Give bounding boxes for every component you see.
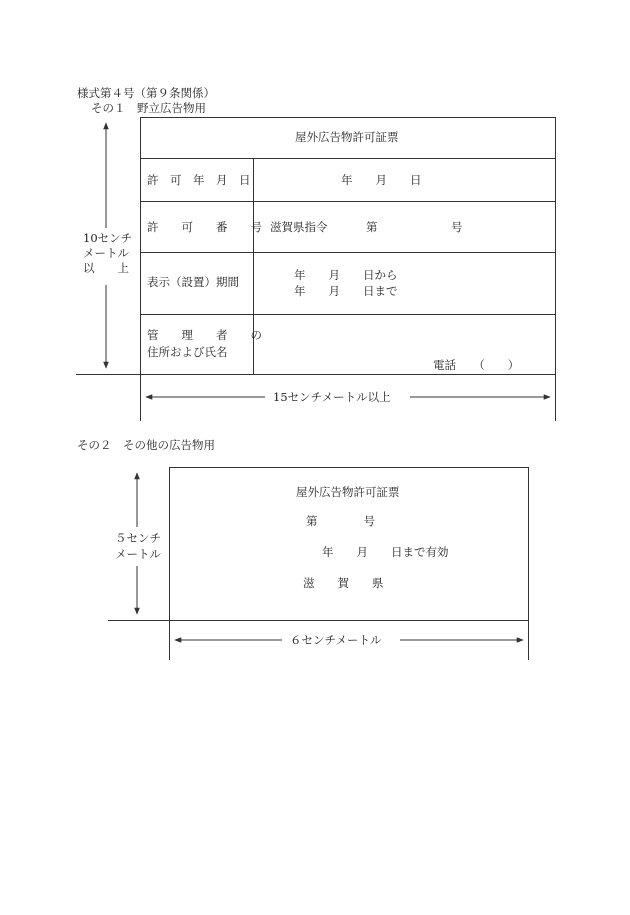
form1-height-label-line1: 10センチ xyxy=(83,231,133,245)
form2-width-label: ６センチメートル xyxy=(284,635,388,647)
row-permit-number-prefix: 滋賀県指令 xyxy=(270,220,328,234)
form1-width-label: 15センチメートル以上 xyxy=(267,392,397,404)
form2-height-label-line1: ５センチ xyxy=(115,531,161,545)
form2-height-label-line2: メートル xyxy=(115,547,161,561)
row-permit-date-label: 許 可 年 月 日 xyxy=(147,173,251,187)
row-manager-label-line1: 管 理 者 の xyxy=(147,328,262,342)
row-display-period-from: 年 月 日から xyxy=(294,268,398,282)
row-permit-number-mid: 第 xyxy=(366,220,378,234)
form2-card-title: 屋外広告物許可証票 xyxy=(296,485,400,499)
row-permit-date-value: 年 月 日 xyxy=(341,173,422,187)
form1-height-label-line3: 以 上 xyxy=(83,261,129,275)
part2-title: その２ その他の広告物用 xyxy=(77,438,215,452)
row-permit-number-label: 許 可 番 号 xyxy=(147,220,262,234)
row-display-period-to: 年 月 日まで xyxy=(294,284,398,298)
form1-card-title: 屋外広告物許可証票 xyxy=(295,130,399,144)
form2-number-line: 第 号 xyxy=(306,514,375,528)
form2-valid-line: 年 月 日まで有効 xyxy=(322,545,449,559)
row-manager-label-line2: 住所および氏名 xyxy=(147,345,228,359)
part1-title: その１ 野立広告物用 xyxy=(91,101,206,115)
row-permit-number-suffix: 号 xyxy=(451,220,463,234)
row-manager-phone: 電話 （ ） xyxy=(433,358,520,372)
form-title: 様式第４号（第９条関係） xyxy=(77,86,215,100)
form2-issuer: 滋 賀 県 xyxy=(303,576,384,590)
row-display-period-label: 表示（設置）期間 xyxy=(147,275,239,289)
form1-height-label-line2: メートル xyxy=(83,246,129,260)
